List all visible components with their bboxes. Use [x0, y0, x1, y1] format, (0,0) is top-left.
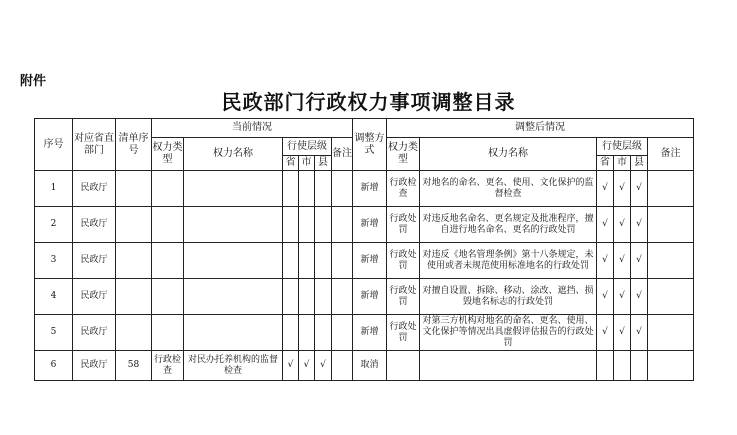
row-dept: 民政厅 — [73, 207, 116, 243]
row-new-province: √ — [597, 243, 614, 279]
row-dept: 民政厅 — [73, 351, 116, 381]
row-cur-power-type — [152, 243, 184, 279]
row-seq: 2 — [35, 207, 73, 243]
header-after: 调整后情况 — [387, 119, 694, 138]
row-seq: 5 — [35, 315, 73, 351]
row-cur-province — [283, 207, 299, 243]
header-cur-power-type: 权力类型 — [152, 138, 184, 171]
row-cur-city — [299, 171, 315, 207]
table-row — [35, 243, 694, 279]
attachment-label: 附件 — [20, 74, 47, 89]
row-new-remark — [648, 243, 694, 279]
row-cur-power-name — [184, 279, 283, 315]
row-cur-remark — [332, 171, 353, 207]
row-new-county: √ — [631, 279, 648, 315]
row-cur-city — [299, 279, 315, 315]
row-new-power-type: 行政处罚 — [387, 243, 420, 279]
row-new-province — [597, 351, 614, 381]
row-new-power-type: 行政处罚 — [387, 279, 420, 315]
row-new-province: √ — [597, 315, 614, 351]
row-cur-county — [315, 315, 332, 351]
row-new-power-name: 对擅自设置、拆除、移动、涂改、遮挡、损毁地名标志的行政处罚 — [420, 279, 597, 315]
row-new-remark — [648, 207, 694, 243]
row-adjust-method: 新增 — [353, 207, 387, 243]
row-seq: 1 — [35, 171, 73, 207]
header-cur-level: 行使层级 — [283, 138, 332, 156]
row-list-no — [116, 171, 152, 207]
row-new-remark — [648, 171, 694, 207]
row-new-remark — [648, 315, 694, 351]
table-row — [35, 279, 694, 315]
row-new-city: √ — [614, 243, 631, 279]
row-list-no — [116, 315, 152, 351]
header-cur-city: 市 — [299, 156, 315, 171]
row-new-city — [614, 351, 631, 381]
header-new-remark: 备注 — [648, 138, 694, 171]
row-new-remark — [648, 351, 694, 381]
row-new-province: √ — [597, 171, 614, 207]
header-new-county: 县 — [631, 156, 648, 171]
row-new-city: √ — [614, 279, 631, 315]
row-new-province: √ — [597, 279, 614, 315]
header-new-level: 行使层级 — [597, 138, 648, 156]
row-cur-remark — [332, 207, 353, 243]
row-cur-city — [299, 207, 315, 243]
row-cur-county — [315, 207, 332, 243]
row-new-county: √ — [631, 207, 648, 243]
row-adjust-method: 新增 — [353, 315, 387, 351]
row-new-power-name — [420, 351, 597, 381]
header-cur-power-name: 权力名称 — [184, 138, 283, 171]
row-new-power-name: 对违反地名命名、更名规定及批准程序，擅自进行地名命名、更名的行政处罚 — [420, 207, 597, 243]
row-cur-province — [283, 279, 299, 315]
row-seq: 3 — [35, 243, 73, 279]
header-cur-remark: 备注 — [332, 138, 353, 171]
header-list-no: 清单序号 — [116, 119, 152, 171]
header-dept: 对应省直部门 — [73, 119, 116, 171]
header-current: 当前情况 — [152, 119, 353, 138]
row-new-remark — [648, 279, 694, 315]
table-row — [35, 207, 694, 243]
row-adjust-method: 新增 — [353, 243, 387, 279]
row-cur-province — [283, 171, 299, 207]
row-cur-city: √ — [299, 351, 315, 381]
adjustment-table — [34, 118, 694, 381]
row-list-no: 58 — [116, 351, 152, 381]
row-cur-remark — [332, 243, 353, 279]
row-cur-county — [315, 243, 332, 279]
header-seq: 序号 — [35, 119, 73, 171]
document-title: 民政部门行政权力事项调整目录 — [221, 90, 516, 114]
row-dept: 民政厅 — [73, 279, 116, 315]
row-list-no — [116, 207, 152, 243]
row-adjust-method: 取消 — [353, 351, 387, 381]
table-row — [35, 171, 694, 207]
row-cur-power-name — [184, 207, 283, 243]
row-new-power-name: 对违反《地名管理条例》第十八条规定，未使用或者未规范使用标准地名的行政处罚 — [420, 243, 597, 279]
row-new-city: √ — [614, 171, 631, 207]
row-new-power-type — [387, 351, 420, 381]
row-cur-province: √ — [283, 351, 299, 381]
row-cur-county — [315, 279, 332, 315]
row-cur-province — [283, 243, 299, 279]
row-cur-remark — [332, 351, 353, 381]
row-new-power-type: 行政处罚 — [387, 207, 420, 243]
row-new-power-name: 对地名的命名、更名、使用、文化保护的监督检查 — [420, 171, 597, 207]
header-adjust-method: 调整方式 — [353, 119, 387, 171]
row-new-power-type: 行政处罚 — [387, 315, 420, 351]
row-seq: 4 — [35, 279, 73, 315]
row-cur-power-name — [184, 171, 283, 207]
row-new-county: √ — [631, 243, 648, 279]
table-row — [35, 315, 694, 351]
row-new-power-type: 行政检查 — [387, 171, 420, 207]
row-dept: 民政厅 — [73, 171, 116, 207]
header-cur-province: 省 — [283, 156, 299, 171]
row-new-city: √ — [614, 315, 631, 351]
row-cur-power-type — [152, 171, 184, 207]
header-new-province: 省 — [597, 156, 614, 171]
row-new-city: √ — [614, 207, 631, 243]
row-cur-power-type — [152, 279, 184, 315]
row-cur-power-name — [184, 315, 283, 351]
row-cur-city — [299, 243, 315, 279]
header-cur-county: 县 — [315, 156, 332, 171]
row-cur-province — [283, 315, 299, 351]
row-cur-city — [299, 315, 315, 351]
row-dept: 民政厅 — [73, 243, 116, 279]
row-list-no — [116, 279, 152, 315]
header-new-city: 市 — [614, 156, 631, 171]
row-cur-remark — [332, 315, 353, 351]
row-adjust-method: 新增 — [353, 171, 387, 207]
row-new-power-name: 对第三方机构对地名的命名、更名、使用、文化保护等情况出具虚假评估报告的行政处罚 — [420, 315, 597, 351]
row-dept: 民政厅 — [73, 315, 116, 351]
row-cur-county — [315, 171, 332, 207]
table-row — [35, 351, 694, 381]
row-cur-county: √ — [315, 351, 332, 381]
row-cur-power-type — [152, 207, 184, 243]
row-new-county: √ — [631, 171, 648, 207]
row-cur-power-name — [184, 243, 283, 279]
row-cur-remark — [332, 279, 353, 315]
row-seq: 6 — [35, 351, 73, 381]
row-new-province: √ — [597, 207, 614, 243]
row-adjust-method: 新增 — [353, 279, 387, 315]
header-new-power-name: 权力名称 — [420, 138, 597, 171]
row-cur-power-type: 行政检查 — [152, 351, 184, 381]
row-list-no — [116, 243, 152, 279]
row-cur-power-type — [152, 315, 184, 351]
row-new-county: √ — [631, 315, 648, 351]
header-new-power-type: 权力类型 — [387, 138, 420, 171]
row-new-county — [631, 351, 648, 381]
row-cur-power-name: 对民办托养机构的监督检查 — [184, 351, 283, 381]
